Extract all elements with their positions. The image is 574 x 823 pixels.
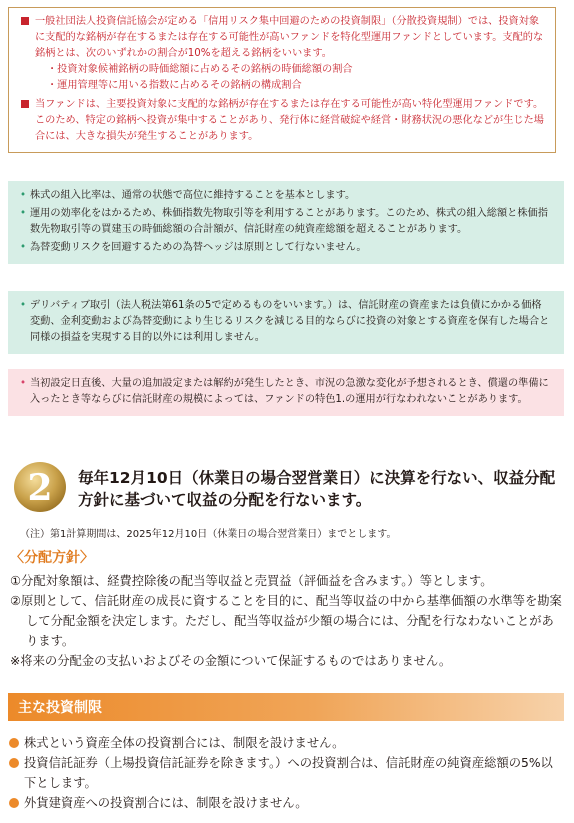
- restrictions-list: [8, 733, 564, 813]
- bullet-dot-icon: •: [20, 208, 27, 219]
- policy-heading: 〈分配方針〉: [10, 550, 94, 566]
- list-item: • 為替変動リスクを回避するための為替ヘッジは原則として行ないません。: [20, 240, 550, 256]
- policy-item: ①分配対象額は、経費控除後の配当等収益と売買益（評価益を含みます。）等とします。: [10, 574, 493, 588]
- list-item: 外貨建資産への投資割合には、制限を設けません。: [8, 793, 564, 813]
- list-item: • 株式の組入比率は、通常の状態で高位に維持することを基本とします。: [20, 188, 550, 204]
- first-period-note: （注）第1計算期間は、2025年12月10日（休業日の場合翌営業日）までとします。: [20, 529, 397, 540]
- derivatives-box: [8, 291, 564, 354]
- red-square-bullet: [21, 17, 29, 25]
- orange-dot-icon: [9, 758, 19, 768]
- restrictions-banner: [8, 693, 564, 721]
- bullet-dot-icon: •: [20, 190, 27, 201]
- orange-dot-icon: [9, 798, 19, 808]
- concentration-risk-box: [8, 7, 556, 153]
- bullet-dot-icon: •: [20, 242, 27, 253]
- risk-sub-2: ・運用管理等に用いる指数に占めるその銘柄の構成割合: [47, 80, 302, 91]
- section-number-badge: [10, 460, 70, 514]
- red-square-bullet: [21, 100, 29, 108]
- policy-item: ②原則として、信託財産の成長に資することを目的に、配当等収益の中から基準価額の水準等を勘案して分配金額を決定します。ただし、配当等収益が少額の場合には、分配を行なわないことがあります。: [10, 594, 562, 648]
- orange-dot-icon: [9, 738, 19, 748]
- section-number: 2: [27, 467, 53, 509]
- list-item: • 運用の効率化をはかるため、株価指数先物取引等を利用することがあります。このため、株式の組入総額と株価指数先物取引等の買建玉の時価総額の合計額が、信託財産の純資産総額を超えることがあります。: [20, 208, 548, 235]
- bullet-dot-icon: •: [20, 300, 27, 311]
- list-item: • デリバティブ取引（法人税法第61条の5で定めるものをいいます。）は、信託財産の資産または負債にかかる価格変動、金利変動および為替変動により生じるリスクを減じる目的ならびに投資の対象とする資産を保有した場合と同様の損益を実現する目的以外には利用しません。: [20, 300, 550, 343]
- list-item: 投資信託証券（上場投資信託証券を除きます。）への投資割合は、信託財産の純資産総額の5%以下とします。: [8, 753, 564, 793]
- bullet-dot-icon: •: [20, 378, 27, 389]
- policy-item: ※将来の分配金の支払いおよびその金額について保証するものではありません。: [10, 654, 452, 668]
- list-item: 株式という資産全体の投資割合には、制限を設けません。: [8, 733, 564, 753]
- list-item: • 当初設定日直後、大量の追加設定または解約が発生したとき、市況の急激な変化が予想されるとき、償還の準備に入ったとき等ならびに信託財産の規模によっては、ファンドの特色1.の運用が行なわれないことがあります。: [20, 378, 549, 405]
- equity-policy-box: [8, 181, 564, 264]
- restrictions-heading: 主な投資制限: [18, 700, 102, 716]
- operation-exception-box: [8, 369, 564, 416]
- risk-para-1: 一般社団法人投資信託協会が定める「信用リスク集中回避のための投資制限」（分散投資規制）では、投資対象に支配的な銘柄が存在するまたは存在する可能性が高いファンドを特化型運用ファンドとしています。支配的な銘柄とは、次のいずれかの割合が10%を超える銘柄をいいます。 ・投資対象候補銘柄の時価総額に占めるその銘柄の時価総額の割合 ・運用管理等に用いる指数に占めるその銘柄の構成割合: [21, 14, 545, 94]
- distribution-policy: [10, 571, 566, 671]
- risk-para-2: 当ファンドは、主要投資対象に支配的な銘柄が存在するまたは存在する可能性が高い特化型運用ファンドです。このため、特定の銘柄へ投資が集中することがあり、発行体に経営破綻や経営・財務状況の悪化などが生じた場合には、大きな損失が発生することがあります。: [21, 97, 545, 145]
- risk-sub-1: ・投資対象候補銘柄の時価総額に占めるその銘柄の時価総額の割合: [47, 64, 353, 75]
- section-title: 毎年12月10日（休業日の場合翌営業日）に決算を行ない、収益分配方針に基づいて収益の分配を行ないます。: [78, 469, 556, 509]
